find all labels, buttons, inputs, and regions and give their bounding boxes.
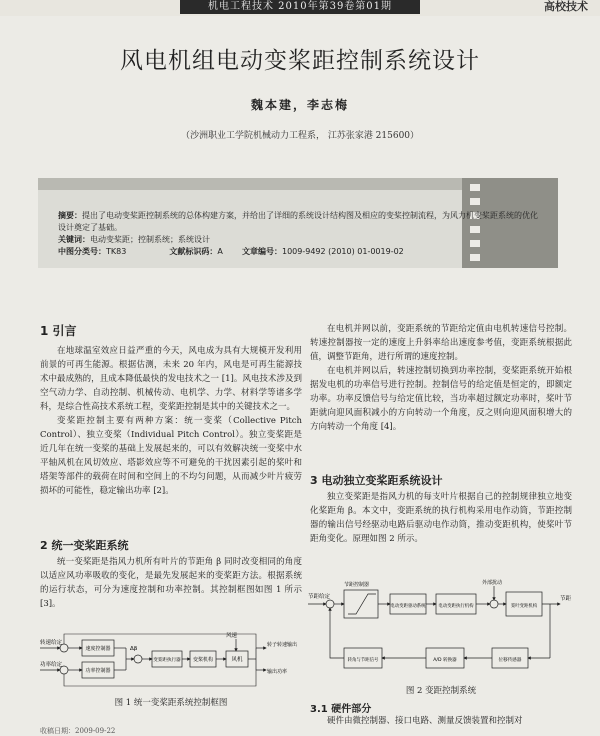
section-label: 高校技术 <box>544 0 588 13</box>
section-3-1-heading: 3.1 硬件部分 <box>310 704 372 715</box>
fig1-wind-speed: 风速 <box>226 633 238 639</box>
article-number-label: 文章编号： <box>241 247 282 256</box>
classification-line <box>58 246 538 258</box>
fig2-setpoint-input: 节距给定 <box>308 594 331 600</box>
fig2-disturbance: 外部扰动 <box>482 580 503 586</box>
section-3-paragraph-1: 独立变桨距是指风力机的每支叶片根据自己的控制规律独立地变化桨距角 β。本文中，变距系统的执行机构采用电作动筒，节距控制器的输出信号经驱动电路后驱动电作动筒，推动变距机构，使桨叶节距角变化。原理如图 2 所示。 <box>310 492 572 544</box>
section-1-heading: 1 引言 <box>40 324 77 338</box>
keywords-label: 关键词： <box>58 235 90 244</box>
fig1-power-output: 输出功率 <box>267 669 288 675</box>
fig1-delta-beta: Δβ <box>130 646 138 652</box>
fig2-drive-label: 电动变距驱动系统 <box>390 604 426 609</box>
fig2-ad-converter-label: A/D 转换器 <box>433 658 457 663</box>
fig2-pitch-controller-label: 节距控制器 <box>344 582 370 588</box>
section-2-body <box>40 555 302 611</box>
keywords-line <box>58 234 538 246</box>
fig1-mechanism-label: 变桨机构 <box>192 657 214 663</box>
journal-band: 机电工程技术 2010年第39卷第01期 <box>180 0 420 14</box>
right-column-body <box>310 322 572 434</box>
clc-label: 中图分类号： <box>58 247 106 256</box>
paper-authors: 魏本建，李志梅 <box>250 98 349 112</box>
fig1-speed-output: 转子转速输出 <box>267 642 298 648</box>
clc-value: TK83 <box>106 247 127 256</box>
fig2-signal-convert-label: 转角与节距信号 <box>347 658 379 663</box>
doc-code-value: A <box>217 247 223 256</box>
fig2-blade-mechanism-label: 桨叶变距机构 <box>510 604 538 609</box>
received-date-footer: 收稿日期：2009-09-22 <box>40 727 116 735</box>
fig1-turbine-label: 风机 <box>231 657 243 663</box>
right-paragraph-2: 在电机并网以后，转速控制切换到功率控制，变桨距系统开始根据发电机的功率信号进行控制。控制信号的给定值是恒定的，即额定功率。功率反馈信号与给定值比较，当功率超过额定功率时，桨叶节距就向迎风面积减小的方向转动一个角度，反之则向迎风面积增大的方向转动一个角度 [4]。 <box>310 366 572 432</box>
keywords: 电动变桨距；控制系统；系统设计 <box>90 235 210 244</box>
paper-affiliation: （沙洲职业工学院机械动力工程系， 江苏张家港 215600） <box>180 131 420 141</box>
section-2-heading: 2 统一变桨距系统 <box>40 539 129 552</box>
section-1-paragraph-1: 在地球温室效应日益严重的今天，风电成为具有大规模开发利用前景的可再生能源。根据估测，未来 20 年内，风电是可再生能源技术中最成熟的，且成本降低最快的发电技术之一 [1]。风电技术涉及到空气动力学、自动控制、机械传动、电机学、力学、材料学等诸多学科，是综合性高技术系统工程，变桨距控制是其中的关键技术之一。 <box>40 346 302 412</box>
abstract-text: 提出了电动变桨距控制系统的总体构建方案，并给出了详细的系统设计结构图及相应的变桨控制流程，为风力机变桨距系统的优化设计奠定了基础。 <box>58 211 538 232</box>
figure-1-caption: 图 1 统一变桨距系统控制框图 <box>114 698 228 708</box>
section-3-1-paragraph-1: 硬件由微控制器、接口电路、测量反馈装置和控制对 <box>327 716 523 726</box>
section-1-body <box>40 344 302 498</box>
fig2-electric-actuator-label: 电动变距执行机构 <box>438 604 474 609</box>
abstract-label: 摘要： <box>58 211 82 220</box>
section-3-body <box>310 490 572 546</box>
abstract <box>58 210 538 258</box>
fig2-pitch-output: 节距 <box>560 596 572 602</box>
article-number-value: 1009-9492 (2010) 01-0019-02 <box>281 247 404 256</box>
figure-2-caption: 图 2 变距控制系统 <box>405 686 477 696</box>
figure-2-diagram <box>306 576 574 680</box>
fig2-position-sensor-label: 位移传感器 <box>498 658 522 663</box>
section-3-1-body <box>310 714 572 728</box>
figure-1-diagram <box>40 628 302 692</box>
journal-header <box>0 0 600 16</box>
fig1-power-controller-label: 功率控制器 <box>85 668 111 674</box>
section-3-heading: 3 电动独立变桨距系统设计 <box>310 474 443 487</box>
paper-title: 风电机组电动变桨距控制系统设计 <box>120 48 480 74</box>
abstract-text-line <box>58 210 538 234</box>
section-2-paragraph-1: 统一变桨距是指风力机所有叶片的节距角 β 同时改变相同的角度以适应风功率吸收的变化，是最先发展起来的变桨距方法。根据系统的运行状态，可分为速度控制和功率控制。其控制框图如图 1 所示 [3]。 <box>40 557 302 609</box>
fig1-power-input: 功率给定 <box>40 662 63 668</box>
fig1-speed-input: 转速给定 <box>40 640 63 646</box>
doc-code-label: 文献标识码： <box>169 247 218 256</box>
section-1-paragraph-2: 变桨距控制主要有两种方案：统一变桨（Collective Pitch Control）、独立变桨（Individual Pitch Control）。独立变桨距是近几年在统一变桨的基础上发展起来的，可以有效解决统一变桨中水平轴风机在风切效应、塔影效应等不可避免的干扰因素引起的桨叶和塔架等部件的载荷在时间和空间上的不均匀问题，从而减少叶片疲劳损坏的可能性，稳定输出功率 [2]。 <box>40 416 302 496</box>
fig1-actuator-label: 变桨距执行器 <box>153 658 181 663</box>
right-paragraph-1: 在电机并网以前，变距系统的节距给定值由电机转速信号控制。转速控制器按一定的速度上升斜率给出速度参考值，变距系统根据此值，调整节距角，进行所谓的速度控制。 <box>310 324 572 362</box>
fig1-speed-controller-label: 速度控制器 <box>85 646 111 652</box>
